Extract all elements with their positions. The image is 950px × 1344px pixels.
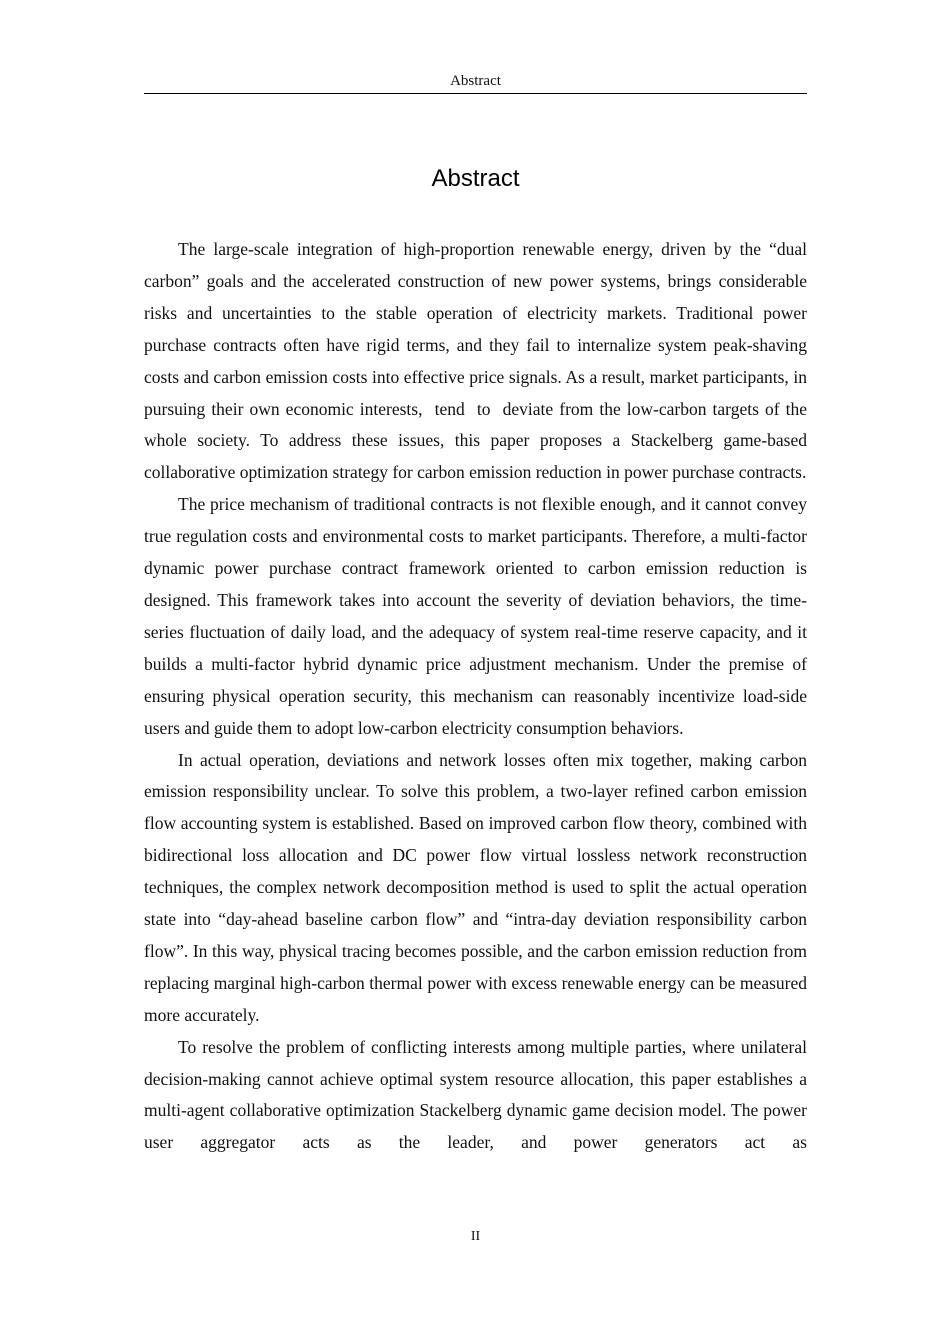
page-title: Abstract bbox=[431, 165, 520, 192]
paragraph-3: In actual operation, deviations and network losses often mix together, making carbon emission responsibility unclear. To solve this problem, a two-layer refined carbon emission flow accounting system is established. Based on improved carbon flow theory, combined with bidirectional loss allocation and DC power flow virtual lossless network reconstruction techniques, the complex network decomposition method is used to split the actual operation state into “day-ahead baseline carbon flow” and “intra-day deviation responsibility carbon flow”. In this way, physical tracing becomes possible, and the carbon emission reduction from replacing marginal high-carbon thermal power with excess renewable energy can be measured more accurately. bbox=[144, 749, 812, 1025]
paragraph-1: The large-scale integration of high-proportion renewable energy, driven by the “dual carbon” goals and the accelerated construction of new power systems, brings considerable risks and uncertainties to the stable operation of electricity markets. Traditional power purchase contracts often have rigid terms, and they fail to internalize system peak-shaving costs and carbon emission costs into effective price signals. As a result, market participants, in pursuing their own economic interests, tend to deviate from the low-carbon targets of the whole society. To address these issues, this paper proposes a Stackelberg game-based collaborative optimization strategy for carbon emission reduction in power purchase contracts. bbox=[144, 239, 812, 483]
abstract-body bbox=[144, 234, 812, 1159]
page-number: II bbox=[470, 1229, 481, 1244]
running-header bbox=[144, 72, 807, 94]
running-header-title: Abstract bbox=[450, 73, 501, 89]
paragraph-2: The price mechanism of traditional contracts is not flexible enough, and it cannot convey true regulation costs and environmental costs to market participants. Therefore, a multi-factor dynamic power purchase contract framework oriented to carbon emission reduction is designed. This framework takes into account the severity of deviation behaviors, the time-series fluctuation of daily load, and the adequacy of system real-time reserve capacity, and it builds a multi-factor hybrid dynamic price adjustment mechanism. Under the premise of ensuring physical operation security, this mechanism can reasonably incentivize load-side users and guide them to adopt low-carbon electricity consumption behaviors. bbox=[144, 494, 812, 738]
paragraph-4: To resolve the problem of conflicting interests among multiple parties, where unilateral decision-making cannot achieve optimal system resource allocation, this paper establishes a multi-agent collaborative optimization Stackelberg dynamic game decision model. The power user aggregator acts as the leader, and power generators act as bbox=[144, 1036, 812, 1153]
